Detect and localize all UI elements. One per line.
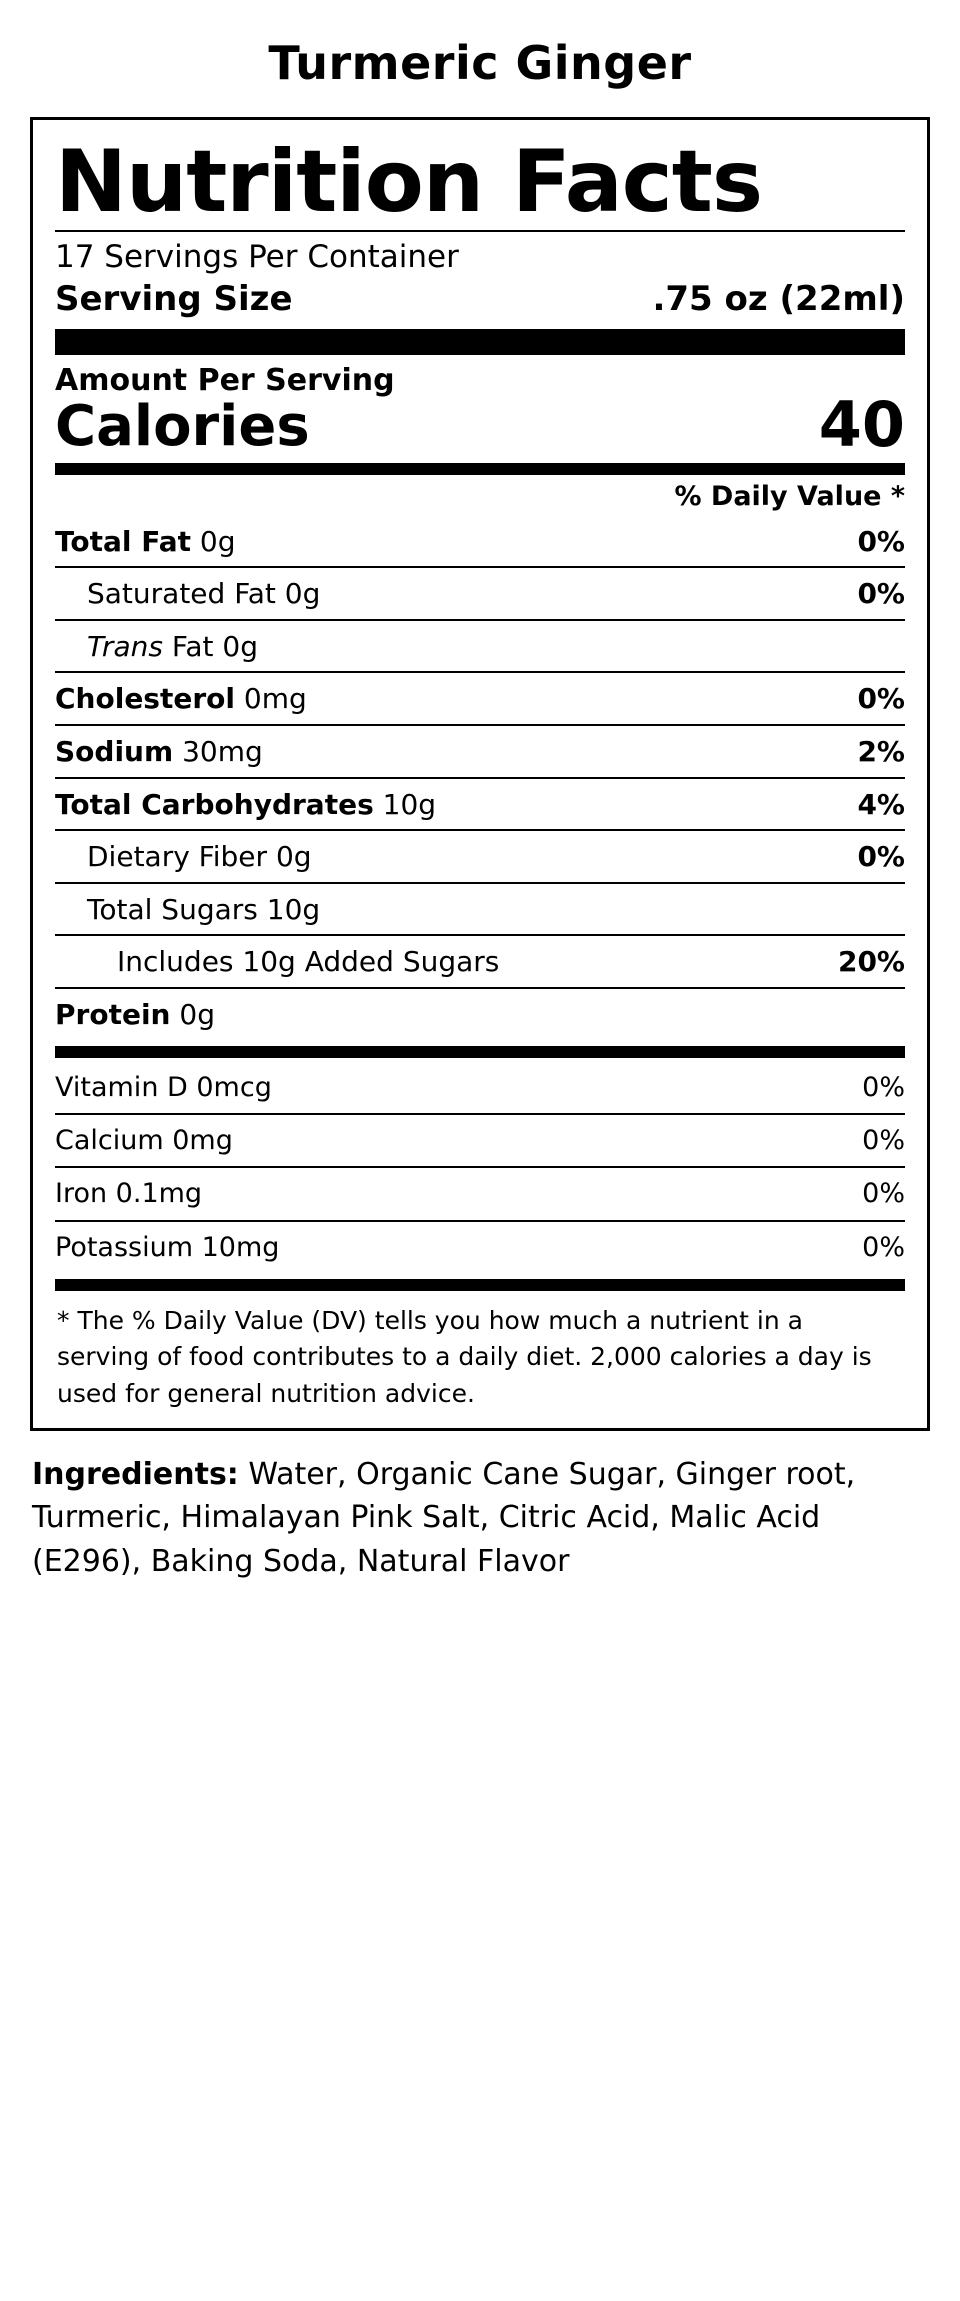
table-row — [55, 1168, 905, 1221]
table-row — [55, 884, 905, 937]
nutrient-name: Total Carbohydrates 10g — [55, 787, 437, 821]
nutrient-name: Cholesterol 0mg — [55, 682, 307, 716]
divider-thick-top — [55, 329, 905, 355]
vitamin-name: Vitamin D 0mcg — [55, 1071, 272, 1103]
vitamin-dv: 0% — [862, 1071, 905, 1103]
nutrient-dv: 4% — [857, 787, 905, 821]
table-row — [55, 989, 905, 1040]
amount-per-serving-label: Amount Per Serving — [55, 362, 395, 398]
vitamin-dv: 0% — [862, 1231, 905, 1263]
nutrient-dv: 0% — [857, 524, 905, 558]
nutrient-name: Total Fat 0g — [55, 524, 236, 558]
vitamin-rows — [55, 1062, 905, 1274]
vitamin-dv: 0% — [862, 1178, 905, 1210]
calories-value: 40 — [818, 387, 905, 461]
ingredients-label: Ingredients: — [32, 1456, 239, 1492]
serving-size-row — [55, 279, 905, 319]
divider-under-calories — [55, 463, 905, 475]
vitamin-name: Calcium 0mg — [55, 1125, 233, 1157]
table-row — [55, 1115, 905, 1168]
table-row — [55, 568, 905, 621]
nutrient-name: Total Sugars 10g — [87, 892, 321, 926]
nutrient-dv: 0% — [857, 682, 905, 716]
ingredients-text: Water, Organic Cane Sugar, Ginger root, Turmeric, Himalayan Pink Salt, Citric Acid, Malic Acid (E296), Baking Soda, Natural Flavor — [32, 1456, 856, 1579]
calories-label: Calories — [55, 393, 310, 459]
table-row — [55, 621, 905, 674]
table-row — [55, 726, 905, 779]
daily-value-footnote: * The % Daily Value (DV) tells you how much a nutrient in a serving of food contributes to a daily diet. 2,000 calories a day is used for general nutrition advice. — [57, 1306, 872, 1408]
nutrient-rows — [55, 516, 905, 1040]
table-row — [55, 936, 905, 989]
calories-row — [55, 387, 905, 461]
table-row — [55, 673, 905, 726]
nutrition-facts-heading: Nutrition Facts — [55, 131, 763, 232]
vitamin-dv: 0% — [862, 1125, 905, 1157]
nutrient-dv: 2% — [857, 735, 905, 769]
daily-value-header: % Daily Value * — [674, 480, 905, 512]
nutrient-name: Includes 10g Added Sugars — [117, 945, 500, 979]
serving-size-value: .75 oz (22ml) — [652, 278, 905, 319]
nutrient-name: Dietary Fiber 0g — [87, 840, 312, 874]
table-row — [55, 516, 905, 569]
ingredients-section — [32, 1453, 928, 1584]
page-title: Turmeric Ginger — [268, 36, 692, 90]
nutrition-facts-panel — [30, 117, 930, 1431]
vitamin-name: Potassium 10mg — [55, 1231, 280, 1263]
table-row — [55, 1222, 905, 1273]
nutrient-dv: 0% — [857, 840, 905, 874]
vitamin-name: Iron 0.1mg — [55, 1178, 203, 1210]
table-row — [55, 779, 905, 832]
nutrient-name: Sodium 30mg — [55, 735, 263, 769]
serving-size-label: Serving Size — [55, 278, 293, 319]
nutrient-dv: 0% — [857, 577, 905, 611]
table-row — [55, 1062, 905, 1115]
nutrient-dv: 20% — [837, 945, 905, 979]
table-row — [55, 831, 905, 884]
divider-above-footnote — [55, 1279, 905, 1291]
nutrient-name: Trans Fat 0g — [87, 629, 259, 663]
servings-per-container: 17 Servings Per Container — [55, 238, 459, 275]
nutrient-name: Saturated Fat 0g — [87, 577, 321, 611]
nutrient-name: Protein 0g — [55, 998, 215, 1032]
divider-above-vitamins — [55, 1046, 905, 1058]
